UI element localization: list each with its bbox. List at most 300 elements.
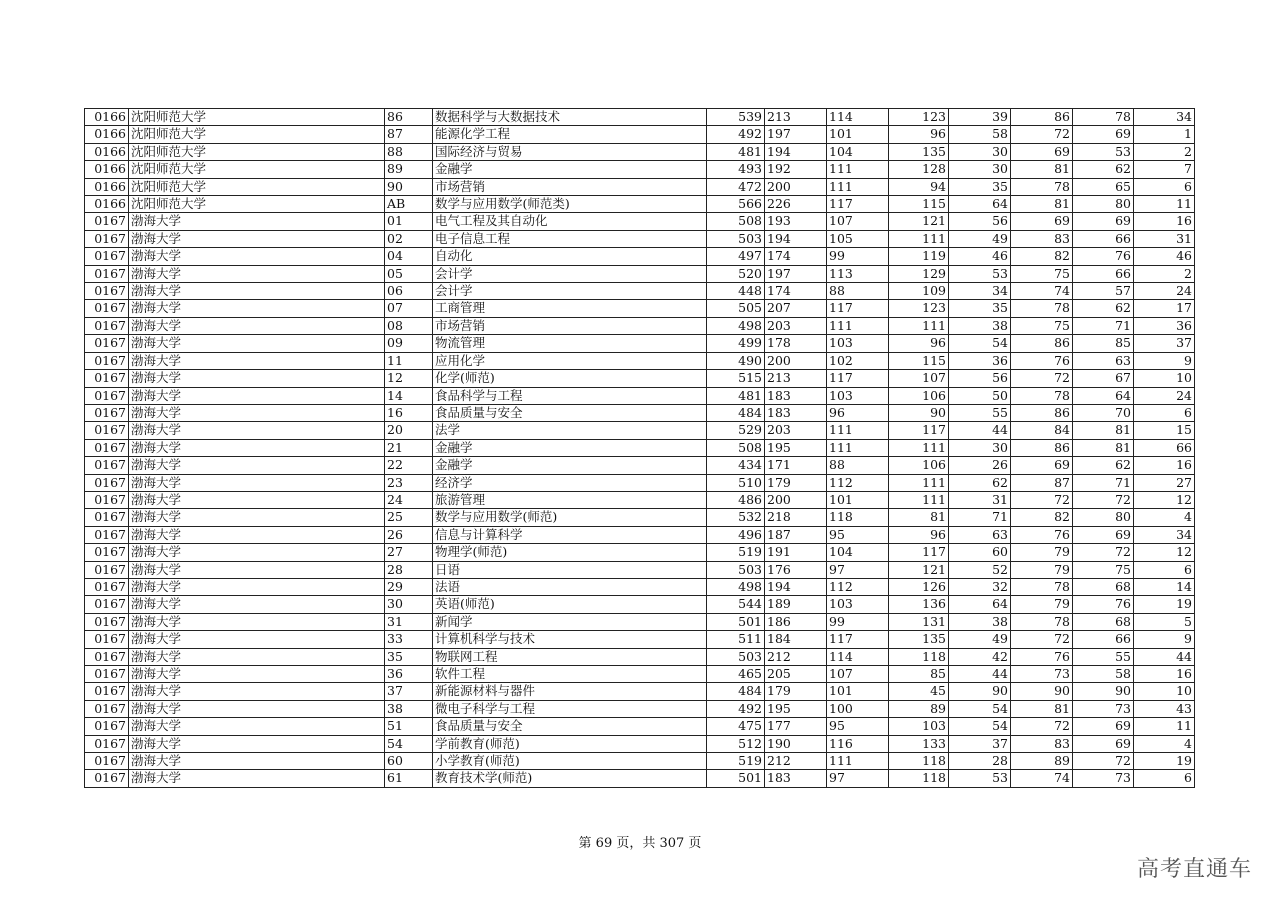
score-cell: 79 bbox=[1011, 596, 1073, 613]
score-cell: 75 bbox=[1073, 561, 1134, 578]
score-cell: 12 bbox=[1134, 491, 1195, 508]
score-cell: 213 bbox=[765, 370, 827, 387]
score-cell: 72 bbox=[1011, 491, 1073, 508]
score-cell: 76 bbox=[1073, 248, 1134, 265]
score-cell: 113 bbox=[827, 265, 889, 282]
score-cell: 56 bbox=[949, 370, 1011, 387]
score-cell: 76 bbox=[1011, 526, 1073, 543]
score-cell: 96 bbox=[827, 404, 889, 421]
table-row bbox=[85, 596, 1195, 613]
table-row bbox=[85, 317, 1195, 334]
score-cell: 86 bbox=[1011, 439, 1073, 456]
score-cell: 95 bbox=[827, 526, 889, 543]
score-cell: 49 bbox=[949, 230, 1011, 247]
school-code-cell: 0166 bbox=[85, 143, 129, 160]
school-code-cell: 0167 bbox=[85, 370, 129, 387]
score-cell: 50 bbox=[949, 387, 1011, 404]
score-cell: 200 bbox=[765, 178, 827, 195]
score-cell: 64 bbox=[949, 596, 1011, 613]
score-cell: 70 bbox=[1073, 404, 1134, 421]
table-row bbox=[85, 631, 1195, 648]
score-cell: 135 bbox=[889, 631, 949, 648]
school-code-cell: 0167 bbox=[85, 578, 129, 595]
table-row bbox=[85, 509, 1195, 526]
score-cell: 15 bbox=[1134, 422, 1195, 439]
table-row bbox=[85, 474, 1195, 491]
school-name-cell: 沈阳师范大学 bbox=[129, 161, 385, 178]
score-cell: 71 bbox=[949, 509, 1011, 526]
table-row bbox=[85, 283, 1195, 300]
score-cell: 72 bbox=[1073, 544, 1134, 561]
major-name-cell: 会计学 bbox=[433, 265, 707, 282]
score-cell: 197 bbox=[765, 126, 827, 143]
score-cell: 100 bbox=[827, 700, 889, 717]
major-name-cell: 学前教育(师范) bbox=[433, 735, 707, 752]
school-name-cell: 渤海大学 bbox=[129, 544, 385, 561]
score-cell: 19 bbox=[1134, 753, 1195, 770]
score-cell: 85 bbox=[1073, 335, 1134, 352]
table-row bbox=[85, 178, 1195, 195]
score-cell: 493 bbox=[707, 161, 765, 178]
score-cell: 501 bbox=[707, 770, 765, 787]
score-cell: 6 bbox=[1134, 770, 1195, 787]
score-cell: 34 bbox=[1134, 526, 1195, 543]
score-cell: 529 bbox=[707, 422, 765, 439]
major-name-cell: 旅游管理 bbox=[433, 491, 707, 508]
score-cell: 78 bbox=[1011, 578, 1073, 595]
table-row bbox=[85, 700, 1195, 717]
major-code-cell: 61 bbox=[385, 770, 433, 787]
score-cell: 24 bbox=[1134, 387, 1195, 404]
score-cell: 17 bbox=[1134, 300, 1195, 317]
score-cell: 89 bbox=[889, 700, 949, 717]
table-row bbox=[85, 422, 1195, 439]
score-cell: 56 bbox=[949, 213, 1011, 230]
school-name-cell: 渤海大学 bbox=[129, 335, 385, 352]
major-name-cell: 国际经济与贸易 bbox=[433, 143, 707, 160]
score-cell: 39 bbox=[949, 109, 1011, 126]
score-cell: 192 bbox=[765, 161, 827, 178]
major-code-cell: 54 bbox=[385, 735, 433, 752]
school-name-cell: 渤海大学 bbox=[129, 509, 385, 526]
score-cell: 74 bbox=[1011, 283, 1073, 300]
school-name-cell: 渤海大学 bbox=[129, 265, 385, 282]
score-cell: 111 bbox=[827, 178, 889, 195]
score-cell: 76 bbox=[1011, 648, 1073, 665]
score-cell: 107 bbox=[889, 370, 949, 387]
school-code-cell: 0167 bbox=[85, 230, 129, 247]
score-cell: 83 bbox=[1011, 735, 1073, 752]
score-cell: 99 bbox=[827, 248, 889, 265]
school-name-cell: 渤海大学 bbox=[129, 283, 385, 300]
score-cell: 187 bbox=[765, 526, 827, 543]
school-name-cell: 渤海大学 bbox=[129, 596, 385, 613]
major-code-cell: 35 bbox=[385, 648, 433, 665]
score-cell: 179 bbox=[765, 683, 827, 700]
score-cell: 111 bbox=[889, 317, 949, 334]
score-cell: 104 bbox=[827, 143, 889, 160]
major-code-cell: 37 bbox=[385, 683, 433, 700]
score-cell: 465 bbox=[707, 666, 765, 683]
score-cell: 42 bbox=[949, 648, 1011, 665]
school-name-cell: 渤海大学 bbox=[129, 683, 385, 700]
score-cell: 6 bbox=[1134, 561, 1195, 578]
score-cell: 115 bbox=[889, 352, 949, 369]
score-cell: 99 bbox=[827, 613, 889, 630]
score-cell: 519 bbox=[707, 544, 765, 561]
major-code-cell: 29 bbox=[385, 578, 433, 595]
major-code-cell: 90 bbox=[385, 178, 433, 195]
score-cell: 68 bbox=[1073, 578, 1134, 595]
score-cell: 2 bbox=[1134, 265, 1195, 282]
school-code-cell: 0167 bbox=[85, 509, 129, 526]
major-name-cell: 新闻学 bbox=[433, 613, 707, 630]
table-row bbox=[85, 161, 1195, 178]
score-cell: 472 bbox=[707, 178, 765, 195]
major-name-cell: 会计学 bbox=[433, 283, 707, 300]
major-code-cell: 51 bbox=[385, 718, 433, 735]
table-row bbox=[85, 248, 1195, 265]
score-cell: 72 bbox=[1011, 126, 1073, 143]
score-cell: 64 bbox=[1073, 387, 1134, 404]
score-cell: 69 bbox=[1073, 126, 1134, 143]
major-code-cell: 14 bbox=[385, 387, 433, 404]
score-cell: 481 bbox=[707, 143, 765, 160]
score-cell: 62 bbox=[1073, 457, 1134, 474]
major-name-cell: 自动化 bbox=[433, 248, 707, 265]
school-name-cell: 渤海大学 bbox=[129, 561, 385, 578]
score-cell: 123 bbox=[889, 109, 949, 126]
score-cell: 484 bbox=[707, 683, 765, 700]
major-code-cell: 01 bbox=[385, 213, 433, 230]
score-cell: 66 bbox=[1073, 631, 1134, 648]
score-cell: 510 bbox=[707, 474, 765, 491]
score-cell: 14 bbox=[1134, 578, 1195, 595]
score-cell: 62 bbox=[949, 474, 1011, 491]
table-row bbox=[85, 335, 1195, 352]
table-row bbox=[85, 735, 1195, 752]
score-cell: 136 bbox=[889, 596, 949, 613]
score-cell: 78 bbox=[1073, 109, 1134, 126]
score-cell: 90 bbox=[949, 683, 1011, 700]
school-code-cell: 0167 bbox=[85, 213, 129, 230]
score-cell: 67 bbox=[1073, 370, 1134, 387]
score-cell: 63 bbox=[949, 526, 1011, 543]
school-name-cell: 渤海大学 bbox=[129, 648, 385, 665]
major-code-cell: 86 bbox=[385, 109, 433, 126]
school-code-cell: 0166 bbox=[85, 196, 129, 213]
score-cell: 44 bbox=[949, 422, 1011, 439]
score-cell: 498 bbox=[707, 317, 765, 334]
major-code-cell: 07 bbox=[385, 300, 433, 317]
school-code-cell: 0167 bbox=[85, 387, 129, 404]
score-cell: 54 bbox=[949, 718, 1011, 735]
table-row bbox=[85, 370, 1195, 387]
score-cell: 191 bbox=[765, 544, 827, 561]
major-code-cell: 27 bbox=[385, 544, 433, 561]
school-code-cell: 0167 bbox=[85, 300, 129, 317]
score-cell: 102 bbox=[827, 352, 889, 369]
score-cell: 104 bbox=[827, 544, 889, 561]
score-cell: 112 bbox=[827, 578, 889, 595]
school-name-cell: 渤海大学 bbox=[129, 457, 385, 474]
score-cell: 107 bbox=[827, 213, 889, 230]
score-cell: 183 bbox=[765, 770, 827, 787]
table-row bbox=[85, 109, 1195, 126]
score-cell: 78 bbox=[1011, 613, 1073, 630]
score-cell: 95 bbox=[827, 718, 889, 735]
major-name-cell: 法语 bbox=[433, 578, 707, 595]
score-cell: 128 bbox=[889, 161, 949, 178]
score-cell: 69 bbox=[1011, 143, 1073, 160]
score-cell: 103 bbox=[889, 718, 949, 735]
score-cell: 78 bbox=[1011, 178, 1073, 195]
score-cell: 111 bbox=[827, 439, 889, 456]
score-cell: 81 bbox=[1073, 422, 1134, 439]
score-cell: 58 bbox=[949, 126, 1011, 143]
score-cell: 103 bbox=[827, 596, 889, 613]
school-name-cell: 渤海大学 bbox=[129, 666, 385, 683]
major-code-cell: 16 bbox=[385, 404, 433, 421]
table-row bbox=[85, 143, 1195, 160]
score-cell: 490 bbox=[707, 352, 765, 369]
major-name-cell: 数据科学与大数据技术 bbox=[433, 109, 707, 126]
table-row bbox=[85, 265, 1195, 282]
score-cell: 34 bbox=[1134, 109, 1195, 126]
table-row bbox=[85, 404, 1195, 421]
score-cell: 103 bbox=[827, 335, 889, 352]
score-cell: 5 bbox=[1134, 613, 1195, 630]
score-cell: 135 bbox=[889, 143, 949, 160]
school-code-cell: 0166 bbox=[85, 178, 129, 195]
school-name-cell: 渤海大学 bbox=[129, 474, 385, 491]
table-body bbox=[85, 109, 1195, 788]
score-cell: 126 bbox=[889, 578, 949, 595]
score-cell: 103 bbox=[827, 387, 889, 404]
major-code-cell: 08 bbox=[385, 317, 433, 334]
score-cell: 484 bbox=[707, 404, 765, 421]
score-cell: 46 bbox=[949, 248, 1011, 265]
score-cell: 190 bbox=[765, 735, 827, 752]
score-cell: 499 bbox=[707, 335, 765, 352]
score-cell: 72 bbox=[1011, 631, 1073, 648]
score-cell: 10 bbox=[1134, 683, 1195, 700]
major-code-cell: AB bbox=[385, 196, 433, 213]
score-cell: 16 bbox=[1134, 457, 1195, 474]
school-name-cell: 渤海大学 bbox=[129, 439, 385, 456]
school-name-cell: 渤海大学 bbox=[129, 213, 385, 230]
school-code-cell: 0166 bbox=[85, 161, 129, 178]
score-cell: 117 bbox=[827, 370, 889, 387]
score-cell: 116 bbox=[827, 735, 889, 752]
score-cell: 107 bbox=[827, 666, 889, 683]
table-row bbox=[85, 718, 1195, 735]
school-name-cell: 渤海大学 bbox=[129, 387, 385, 404]
major-code-cell: 22 bbox=[385, 457, 433, 474]
score-cell: 207 bbox=[765, 300, 827, 317]
major-name-cell: 食品质量与安全 bbox=[433, 404, 707, 421]
score-cell: 101 bbox=[827, 683, 889, 700]
score-cell: 117 bbox=[827, 631, 889, 648]
score-cell: 121 bbox=[889, 561, 949, 578]
table-row bbox=[85, 230, 1195, 247]
score-cell: 69 bbox=[1073, 213, 1134, 230]
school-name-cell: 渤海大学 bbox=[129, 404, 385, 421]
school-name-cell: 沈阳师范大学 bbox=[129, 109, 385, 126]
score-cell: 118 bbox=[889, 770, 949, 787]
score-cell: 53 bbox=[1073, 143, 1134, 160]
score-cell: 72 bbox=[1011, 370, 1073, 387]
score-cell: 194 bbox=[765, 143, 827, 160]
score-cell: 55 bbox=[949, 404, 1011, 421]
score-cell: 73 bbox=[1011, 666, 1073, 683]
score-cell: 114 bbox=[827, 648, 889, 665]
score-cell: 45 bbox=[889, 683, 949, 700]
score-cell: 475 bbox=[707, 718, 765, 735]
score-cell: 75 bbox=[1011, 265, 1073, 282]
score-cell: 27 bbox=[1134, 474, 1195, 491]
school-code-cell: 0167 bbox=[85, 457, 129, 474]
major-code-cell: 23 bbox=[385, 474, 433, 491]
score-cell: 511 bbox=[707, 631, 765, 648]
score-cell: 194 bbox=[765, 578, 827, 595]
school-name-cell: 渤海大学 bbox=[129, 770, 385, 787]
score-cell: 448 bbox=[707, 283, 765, 300]
score-cell: 26 bbox=[949, 457, 1011, 474]
major-code-cell: 20 bbox=[385, 422, 433, 439]
score-cell: 503 bbox=[707, 648, 765, 665]
score-cell: 80 bbox=[1073, 509, 1134, 526]
score-cell: 79 bbox=[1011, 544, 1073, 561]
major-code-cell: 02 bbox=[385, 230, 433, 247]
major-name-cell: 软件工程 bbox=[433, 666, 707, 683]
school-code-cell: 0167 bbox=[85, 700, 129, 717]
school-code-cell: 0167 bbox=[85, 718, 129, 735]
major-code-cell: 28 bbox=[385, 561, 433, 578]
score-cell: 117 bbox=[889, 422, 949, 439]
school-name-cell: 渤海大学 bbox=[129, 718, 385, 735]
school-code-cell: 0167 bbox=[85, 352, 129, 369]
major-name-cell: 食品科学与工程 bbox=[433, 387, 707, 404]
score-cell: 112 bbox=[827, 474, 889, 491]
school-code-cell: 0167 bbox=[85, 422, 129, 439]
score-cell: 195 bbox=[765, 439, 827, 456]
score-cell: 6 bbox=[1134, 404, 1195, 421]
score-cell: 43 bbox=[1134, 700, 1195, 717]
score-cell: 106 bbox=[889, 387, 949, 404]
score-cell: 11 bbox=[1134, 196, 1195, 213]
score-cell: 194 bbox=[765, 230, 827, 247]
score-cell: 174 bbox=[765, 248, 827, 265]
score-cell: 63 bbox=[1073, 352, 1134, 369]
score-cell: 501 bbox=[707, 613, 765, 630]
score-cell: 179 bbox=[765, 474, 827, 491]
score-cell: 205 bbox=[765, 666, 827, 683]
score-cell: 69 bbox=[1073, 735, 1134, 752]
score-cell: 10 bbox=[1134, 370, 1195, 387]
school-code-cell: 0166 bbox=[85, 126, 129, 143]
score-cell: 115 bbox=[889, 196, 949, 213]
school-code-cell: 0167 bbox=[85, 613, 129, 630]
major-code-cell: 05 bbox=[385, 265, 433, 282]
major-name-cell: 数学与应用数学(师范) bbox=[433, 509, 707, 526]
table-row bbox=[85, 300, 1195, 317]
score-cell: 54 bbox=[949, 700, 1011, 717]
major-code-cell: 30 bbox=[385, 596, 433, 613]
major-code-cell: 11 bbox=[385, 352, 433, 369]
major-name-cell: 小学教育(师范) bbox=[433, 753, 707, 770]
score-cell: 16 bbox=[1134, 666, 1195, 683]
score-cell: 193 bbox=[765, 213, 827, 230]
score-cell: 53 bbox=[949, 770, 1011, 787]
major-code-cell: 09 bbox=[385, 335, 433, 352]
score-cell: 118 bbox=[827, 509, 889, 526]
score-cell: 81 bbox=[1011, 161, 1073, 178]
score-cell: 197 bbox=[765, 265, 827, 282]
score-cell: 176 bbox=[765, 561, 827, 578]
major-name-cell: 应用化学 bbox=[433, 352, 707, 369]
score-cell: 66 bbox=[1073, 265, 1134, 282]
score-cell: 72 bbox=[1073, 753, 1134, 770]
school-name-cell: 渤海大学 bbox=[129, 753, 385, 770]
major-code-cell: 33 bbox=[385, 631, 433, 648]
score-cell: 203 bbox=[765, 422, 827, 439]
major-name-cell: 经济学 bbox=[433, 474, 707, 491]
major-name-cell: 物流管理 bbox=[433, 335, 707, 352]
score-cell: 76 bbox=[1011, 352, 1073, 369]
score-cell: 62 bbox=[1073, 161, 1134, 178]
score-cell: 85 bbox=[889, 666, 949, 683]
score-cell: 171 bbox=[765, 457, 827, 474]
school-name-cell: 沈阳师范大学 bbox=[129, 178, 385, 195]
score-cell: 28 bbox=[949, 753, 1011, 770]
major-name-cell: 金融学 bbox=[433, 439, 707, 456]
major-name-cell: 法学 bbox=[433, 422, 707, 439]
score-cell: 101 bbox=[827, 491, 889, 508]
score-cell: 183 bbox=[765, 404, 827, 421]
school-code-cell: 0167 bbox=[85, 265, 129, 282]
score-cell: 186 bbox=[765, 613, 827, 630]
table-row bbox=[85, 544, 1195, 561]
table-row bbox=[85, 439, 1195, 456]
major-code-cell: 21 bbox=[385, 439, 433, 456]
major-name-cell: 微电子科学与工程 bbox=[433, 700, 707, 717]
score-cell: 117 bbox=[827, 196, 889, 213]
score-cell: 69 bbox=[1073, 526, 1134, 543]
school-name-cell: 渤海大学 bbox=[129, 491, 385, 508]
school-code-cell: 0167 bbox=[85, 735, 129, 752]
score-cell: 35 bbox=[949, 300, 1011, 317]
score-cell: 90 bbox=[1011, 683, 1073, 700]
major-code-cell: 88 bbox=[385, 143, 433, 160]
major-name-cell: 金融学 bbox=[433, 457, 707, 474]
score-cell: 200 bbox=[765, 352, 827, 369]
score-cell: 73 bbox=[1073, 770, 1134, 787]
school-code-cell: 0167 bbox=[85, 526, 129, 543]
score-cell: 72 bbox=[1073, 491, 1134, 508]
score-cell: 111 bbox=[889, 491, 949, 508]
score-cell: 114 bbox=[827, 109, 889, 126]
score-cell: 44 bbox=[1134, 648, 1195, 665]
school-code-cell: 0167 bbox=[85, 753, 129, 770]
score-cell: 83 bbox=[1011, 230, 1073, 247]
score-cell: 54 bbox=[949, 335, 1011, 352]
score-cell: 37 bbox=[949, 735, 1011, 752]
school-code-cell: 0166 bbox=[85, 109, 129, 126]
score-cell: 131 bbox=[889, 613, 949, 630]
score-cell: 6 bbox=[1134, 178, 1195, 195]
major-code-cell: 26 bbox=[385, 526, 433, 543]
